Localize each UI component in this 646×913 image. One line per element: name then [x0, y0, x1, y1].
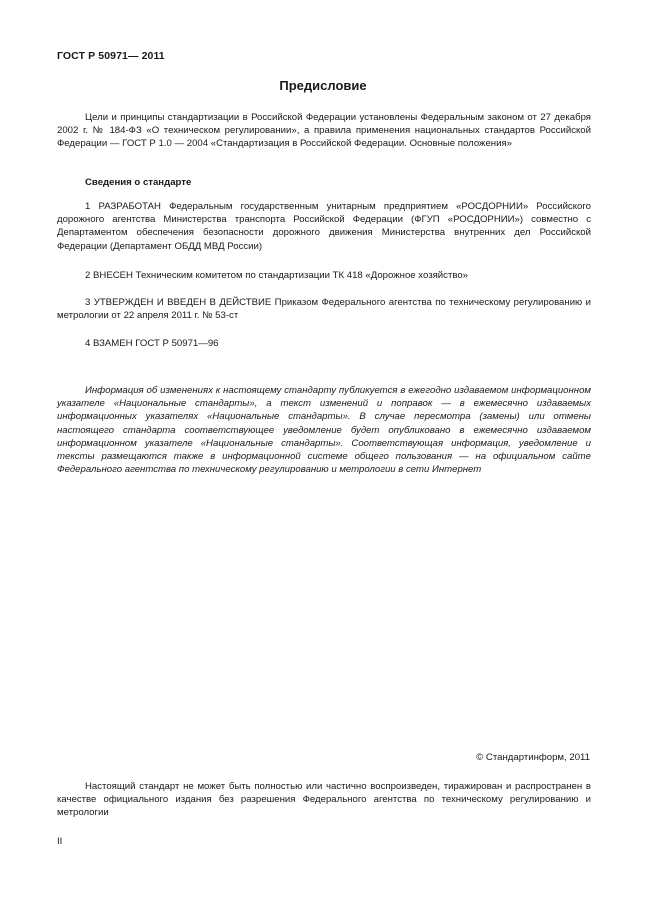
item-submitted [57, 269, 591, 282]
item-approved-text: 3 УТВЕРЖДЕН И ВВЕДЕН В ДЕЙСТВИЕ Приказом Федерального агентства по техническому регулированию и метрологии от 22 апреля 2011 г. № 53-ст [57, 297, 591, 322]
intro-paragraph [57, 111, 591, 151]
amendment-info [57, 384, 591, 476]
amendment-info-text: Информация об изменениях к настоящему стандарту публикуется в ежегодно издаваемом информационном указателе «Национальные стандарты», а текст изменений и поправок — в ежемесячно издаваемых информационных указателях «Национальные стандарты». В случае пересмотра (замены) или отмены настоящего стандарта соответствующее уведомление будет опубликовано в ежемесячно издаваемом информационном указателе «Национальные стандарты». Соответствующая информация, уведомление и тексты размещаются также в информационной системе общего пользования — на официальном сайте Федерального агентства по техническому регулированию и метрологии в сети Интернет [57, 385, 591, 476]
item-replaces-text: 4 ВЗАМЕН ГОСТ Р 50971—96 [85, 338, 219, 349]
reproduction-notice [57, 780, 591, 820]
reproduction-notice-text: Настоящий стандарт не может быть полностью или частично воспроизведен, тиражирован и распространен в качестве официального издания без разрешения Федерального агентства по техническому регулированию и метрологии [57, 781, 591, 819]
copyright-line: © Стандартинформ, 2011 [476, 752, 590, 763]
item-developed-text: 1 РАЗРАБОТАН Федеральным государственным унитарным предприятием «РОСДОРНИИ» Российского дорожного агентства Министерства транспорта Российской Федерации (ФГУП «РОСДОРНИИ») совместно с Департаментом обеспечения безопасности дорожного движения Министерства внутренних дел Российской Федерации (Департамент ОБДД МВД России) [57, 201, 591, 252]
item-approved [57, 296, 591, 322]
item-submitted-text: 2 ВНЕСЕН Техническим комитетом по стандартизации ТК 418 «Дорожное хозяйство» [85, 270, 469, 281]
page-title: Предисловие [279, 78, 367, 93]
page-number: II [57, 836, 63, 847]
intro-text: Цели и принципы стандартизации в Российской Федерации установлены Федеральным законом от 27 декабря 2002 г. № 184-ФЗ «О техническом регулировании», а правила применения национальных стандартов Российской Федерации — ГОСТ Р 1.0 — 2004 «Стандартизация в Российской Федерации. Основные положения» [57, 112, 591, 150]
standard-id-header: ГОСТ Р 50971— 2011 [57, 50, 165, 62]
info-heading: Сведения о стандарте [85, 177, 192, 188]
item-replaces [57, 337, 591, 350]
item-developed [57, 200, 591, 253]
